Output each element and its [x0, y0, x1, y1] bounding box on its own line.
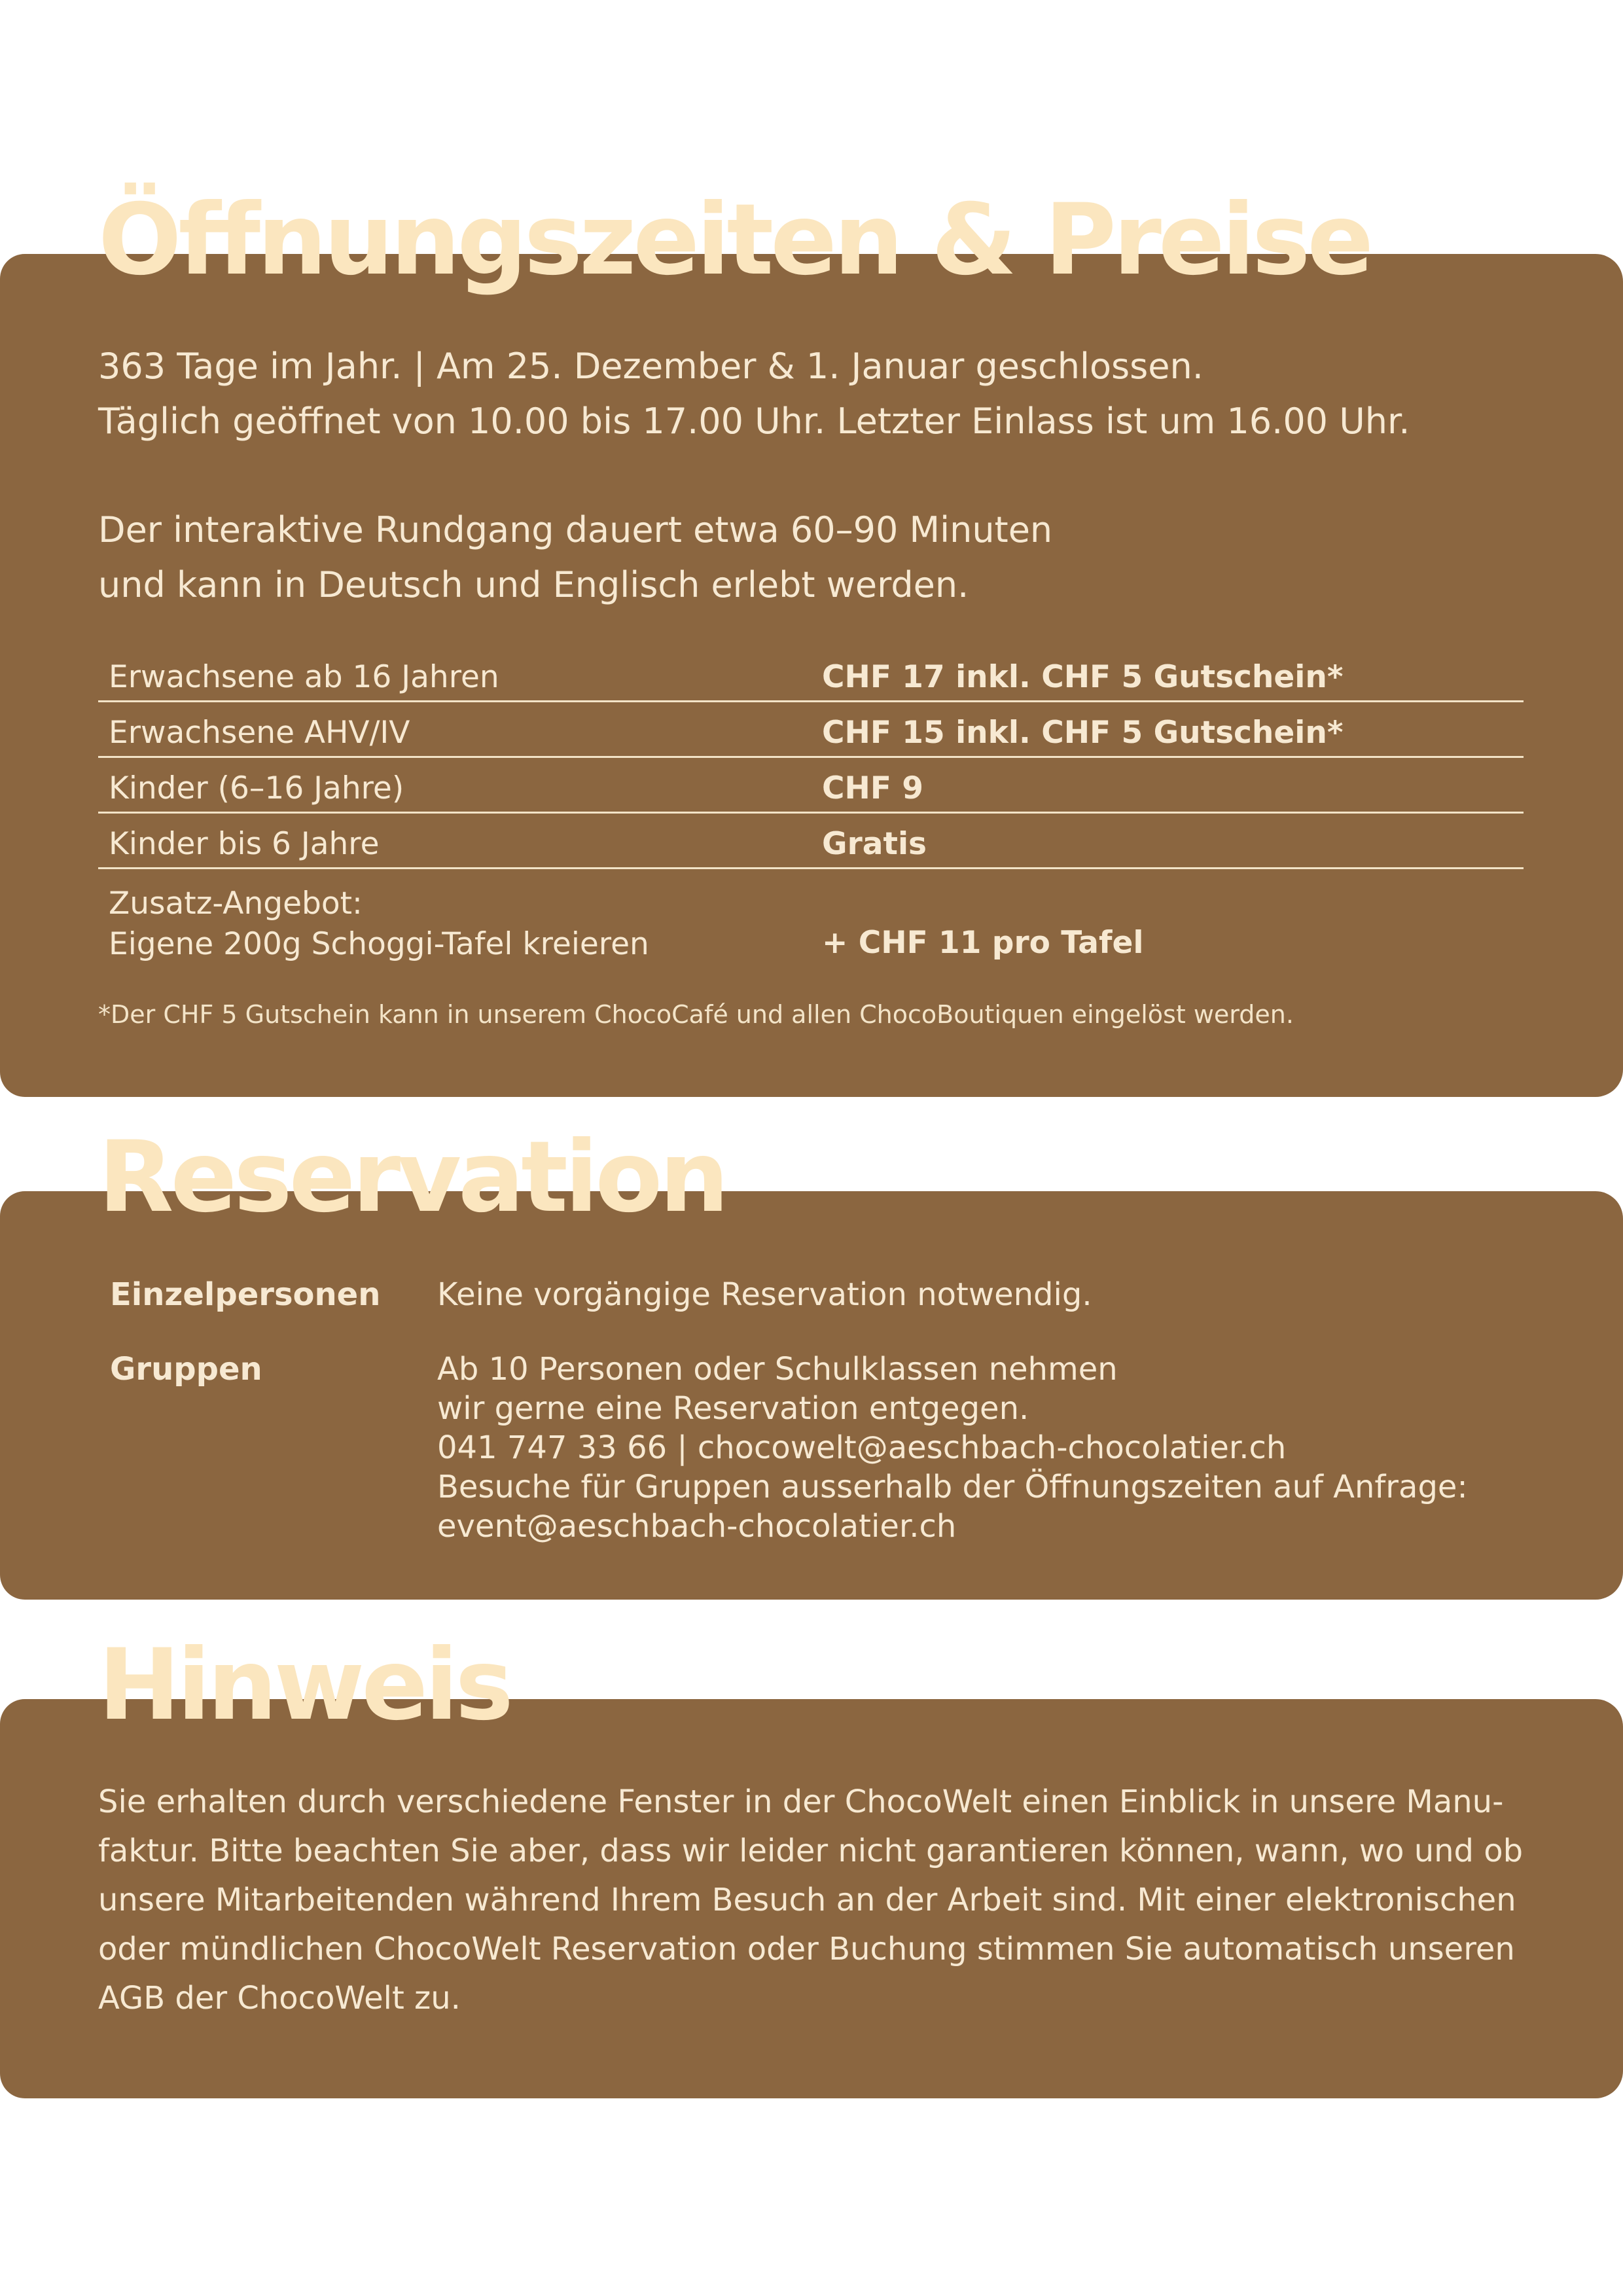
price-row [98, 814, 1524, 869]
price-row [98, 758, 1524, 814]
groups-line: Ab 10 Personen oder Schulklassen nehmen [437, 1351, 1118, 1388]
groups-text [437, 1350, 1468, 1546]
price-label: Erwachsene ab 16 Jahren [109, 659, 499, 695]
individuals-label: Einzelpersonen [110, 1276, 381, 1313]
extra-offer-price: + CHF 11 pro Tafel [822, 925, 1144, 961]
price-table [98, 647, 1524, 966]
price-value: CHF 17 inkl. CHF 5 Gutschein* [822, 659, 1344, 695]
price-value: CHF 15 inkl. CHF 5 Gutschein* [822, 715, 1344, 751]
notice-line: Sie erhalten durch verschiedene Fenster in der ChocoWelt einen Einblick in unsere Manu- [98, 1784, 1504, 1820]
individuals-text: Keine vorgängige Reservation notwendig. [437, 1276, 1092, 1313]
opening-days-line: 363 Tage im Jahr. | Am 25. Dezember & 1. Januar geschlossen. [98, 346, 1204, 387]
price-row [98, 647, 1524, 702]
notice-line: faktur. Bitte beachten Sie aber, dass wir leider nicht garantieren können, wann, wo und ob [98, 1833, 1524, 1869]
price-value: Gratis [822, 826, 927, 862]
groups-line: wir gerne eine Reservation entgegen. [437, 1390, 1029, 1427]
reservation-title: Reservation [98, 1121, 726, 1234]
opening-hours-panel [0, 254, 1623, 1097]
notice-line: oder mündlichen ChocoWelt Reservation oder Buchung stimmen Sie automatisch unseren [98, 1931, 1515, 1967]
event-email-line: event@aeschbach-chocolatier.ch [437, 1508, 957, 1545]
groups-label: Gruppen [110, 1351, 262, 1388]
opening-hours-line: Täglich geöffnet von 10.00 bis 17.00 Uhr. Letzter Einlass ist um 16.00 Uhr. [98, 401, 1410, 442]
tour-language-line: und kann in Deutsch und Englisch erlebt werden. [98, 564, 969, 605]
price-label: Erwachsene AHV/IV [109, 715, 410, 751]
extra-offer-description: Eigene 200g Schoggi-Tafel kreieren [109, 926, 649, 962]
groups-line: Besuche für Gruppen ausserhalb der Öffnungszeiten auf Anfrage: [437, 1469, 1468, 1505]
opening-hours-title: Öffnungszeiten & Preise [98, 183, 1371, 297]
tour-duration-line: Der interaktive Rundgang dauert etwa 60–90 Minuten [98, 509, 1053, 550]
tour-info-text [98, 503, 1538, 613]
extra-offer-heading: Zusatz-Angebot: [109, 886, 363, 922]
price-row-extra [98, 869, 1524, 966]
price-value: CHF 9 [822, 770, 923, 806]
groups-contact-line: 041 747 33 66 | chocowelt@aeschbach-chocolatier.ch [437, 1429, 1287, 1466]
price-label: Kinder (6–16 Jahre) [109, 770, 404, 806]
price-row [98, 702, 1524, 758]
voucher-footnote: *Der CHF 5 Gutschein kann in unserem ChocoCafé und allen ChocoBoutiquen eingelöst werden. [98, 1000, 1294, 1029]
notice-panel [0, 1699, 1623, 2098]
notice-line: AGB der ChocoWelt zu. [98, 1980, 461, 2017]
extra-offer-label [109, 884, 649, 965]
notice-text [98, 1778, 1538, 2023]
reservation-panel [0, 1191, 1623, 1600]
opening-days-text [98, 339, 1538, 449]
notice-line: unsere Mitarbeitenden während Ihrem Besuch an der Arbeit sind. Mit einer elektronischen [98, 1882, 1516, 1918]
price-label: Kinder bis 6 Jahre [109, 826, 380, 862]
notice-title: Hinweis [98, 1628, 510, 1742]
